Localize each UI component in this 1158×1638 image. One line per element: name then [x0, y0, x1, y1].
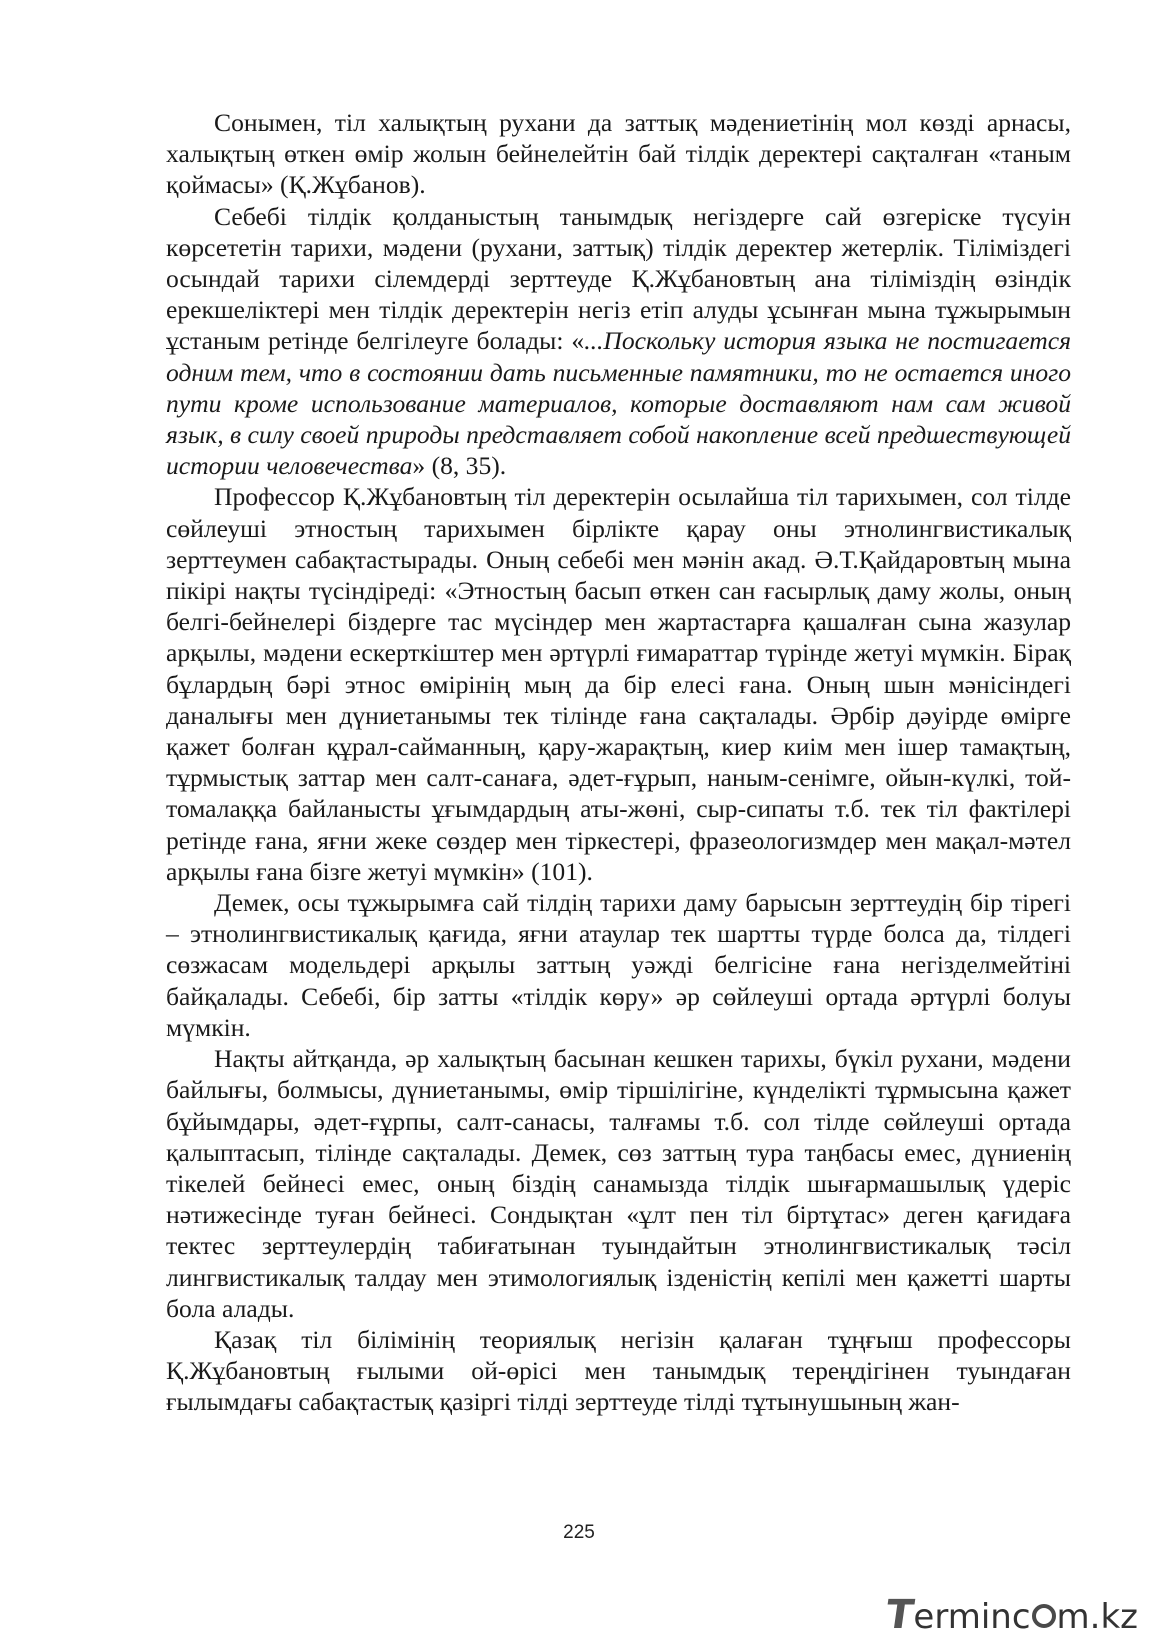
body-paragraph: [166, 887, 1071, 1043]
paragraph-text: Қазақ тіл білімінің теориялық негізін қалаған тұңғыш профессоры Қ.Жұбановтың ғылыми ой-өрісі мен танымдық тереңдігінен туындаған ғылымдағы сабақтастық қазіргі тілді зерттеуде тілді тұтынушының жан-: [166, 1324, 1071, 1417]
page-body: [166, 107, 1071, 1418]
body-paragraph: [166, 201, 1071, 482]
watermark-text-end: m.kz: [1056, 1597, 1138, 1637]
paragraph-text: Профессор Қ.Жұбановтың тіл деректерін осылайша тіл тарихымен, сол тілде сөйлеуші этностың тарихымен бірлікте қарау оны этнолингвистикалық зерттеумен сабақтастырады. Оның себебі мен мәнін акад. Ә.Т.Қайдаровтың мына пікірі нақты түсіндіреді: «Этностың басып өткен сан ғасырлық даму жолы, оның белгі-бейнелері біздерге тас мүсіндер мен жартастарға қашалған сына жазулар арқылы, мәдени ескерткіштер мен әртүрлі ғимараттар түрінде жетуі мүмкін. Бірақ бұлардың бәрі этнос өмірінің мың да бір елесі ғана. Оның шын мәнісіндегі даналығы мен дүниетанымы тек тілінде ғана сақталады. Әрбір дәуірде өмірге қажет болған құрал-сайманның, қару-жарақтың, киер киім мен ішер тамақтың, тұрмыстық заттар мен салт-санаға, әдет-ғұрып, наным-сенімге, ойын-күлкі, той-томалаққа байланысты ұғымдардың аты-жөні, сыр-сипаты т.б. тек тіл фактілері ретінде ғана, яғни жеке сөздер мен тіркестері, фразеологизмдер мен мақал-мәтел арқылы ғана бізге жетуі мүмкін» (101).: [166, 482, 1071, 886]
body-paragraph: [166, 1043, 1071, 1324]
paragraph-text: Демек, осы тұжырымға сай тілдің тарихи даму барысын зерттеудің бір тірегі – этнолингвистикалық қағида, яғни атаулар тек шартты түрде болса да, тілдегі сөзжасам модельдері арқылы заттың уәжді белгісіне ғана негізделмейтіні байқалады. Себебі, бір затты «тілдік көру» әр сөйлеуші ортада әртүрлі болуы мүмкін.: [166, 888, 1071, 1042]
paragraph-text: Себебі тілдік қолданыстың танымдық негіздерге сай өзгеріске түсуін көрсететін тарихи, мәдени (рухани, заттық) тілдік деректер жетерлік. Тіліміздегі осындай тарихи сілемдерді зерттеуде Қ.Жұбановтың ана тіліміздің өзіндік ерекшеліктері мен тілдік деректерін негіз етіп алуды ұсынған мына тұжырымын ұстаным ретінде белгілеуге болады: «: [166, 201, 1071, 356]
watermark-letter-t: T: [882, 1592, 917, 1638]
site-watermark-logo: [882, 1592, 1138, 1638]
body-paragraph: [166, 481, 1071, 887]
italic-quote-text: ...Поскольку история языка не постигается одним тем, что в состоянии дать письменные памятники, то не остается иного пути кроме использование материалов, которые доставляют нам сам живой язык, в силу своей природы представляет собой накопление всей предшествующей истории человечества: [166, 326, 1071, 481]
watermark-text-middle: erminc: [913, 1597, 1031, 1637]
paragraph-text: Сонымен, тіл халықтың рухани да заттық мәдениетінің мол көзді арнасы, халықтың өткен өмір жолын бейнелейтін бай тілдік деректері сақталған «таным қоймасы» (Қ.Жұбанов).: [166, 108, 1071, 200]
ring-icon: [1032, 1604, 1056, 1628]
body-paragraph: [166, 107, 1071, 201]
page-number: 225: [563, 1522, 595, 1543]
body-paragraph: [166, 1324, 1071, 1418]
paragraph-text: Нақты айтқанда, әр халықтың басынан кешкен тарихы, бүкіл рухани, мәдени байлығы, болмысы, дүниетанымы, өмір тіршілігіне, күнделікті тұрмысына қажет бұйымдары, әдет-ғұрпы, салт-санасы, талғамы т.б. сол тілде сөйлеуші ортада қалыптасып, тілінде сақталады. Демек, сөз заттың тура таңбасы емес, дүниенің тікелей бейнесі емес, оның біздің санамызда тілдік шығармашылық үдеріс нәтижесінде туған бейнесі. Сондықтан «ұлт пен тіл біртұтас» деген қағидаға тектес зерттеулердің табиғатынан туындайтын этнолингвистикалық тәсіл лингвистикалық талдау мен этимологиялық ізденістің кепілі мен қажетті шарты бола алады.: [166, 1044, 1071, 1323]
paragraph-text: » (8, 35).: [412, 451, 507, 481]
